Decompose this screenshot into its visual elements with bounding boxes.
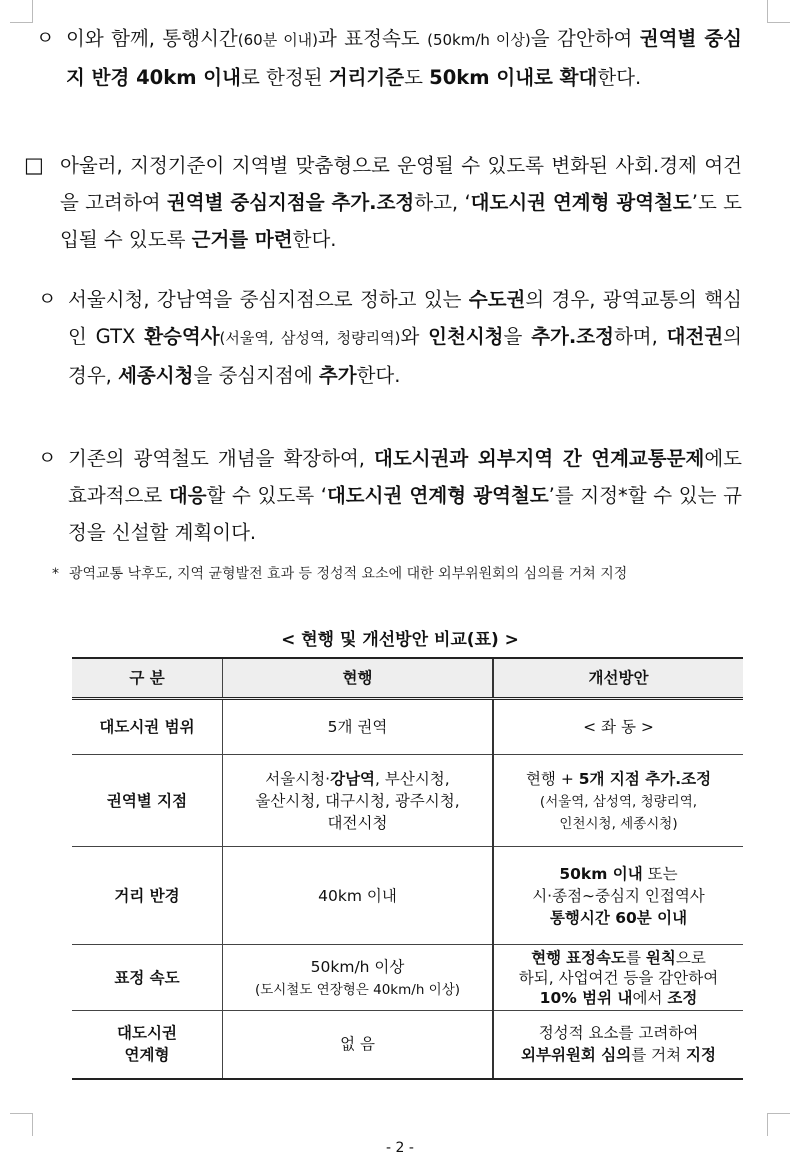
cell-current: 40km 이내 bbox=[223, 847, 494, 945]
footnote bbox=[52, 563, 627, 583]
crop-mark-top-left bbox=[10, 0, 33, 23]
sub-bullet-2: ㅇ bbox=[38, 288, 57, 310]
row-label: 거리 반경 bbox=[72, 847, 223, 945]
cell-current: 50km/h 이상 (도시철도 연장형은 40km/h 이상) bbox=[223, 945, 494, 1011]
table-title: < 현행 및 개선방안 비교(표) > bbox=[281, 630, 519, 650]
cell-current: 없 음 bbox=[223, 1011, 494, 1079]
sub-bullet-3: ㅇ bbox=[38, 447, 57, 469]
table-header-row bbox=[72, 658, 743, 699]
footnote-text: 광역교통 낙후도, 지역 균형발전 효과 등 정성적 요소에 대한 외부위원회의 심의를 거쳐 지정 bbox=[69, 566, 628, 582]
row-label: 대도시권 연계형 bbox=[72, 1011, 223, 1079]
header-category: 구 분 bbox=[72, 658, 223, 699]
cell-improved: 정성적 요소를 고려하여 외부위원회 심의를 거쳐 지정 bbox=[493, 1011, 743, 1079]
paragraph-4: 기존의 광역철도 개념을 확장하여, 대도시권과 외부지역 간 연계교통문제에도 효과적으로 대응할 수 있도록 ‘대도시권 연계형 광역철도’를 지정*할 수 있는 규정을 신설할 계획이다. bbox=[68, 447, 742, 544]
page-number: - 2 - bbox=[386, 1140, 414, 1156]
comparison-table bbox=[72, 657, 743, 1080]
crop-mark-top-right bbox=[767, 0, 790, 23]
cell-improved: 현행 + 5개 지점 추가.조정 (서울역, 삼성역, 청량리역, 인천시청, 세종시청) bbox=[493, 755, 743, 847]
cell-improved: 현행 표정속도를 원칙으로 하되, 사업여건 등을 감안하여 10% 범위 내에서 조정 bbox=[493, 945, 743, 1011]
header-current: 현행 bbox=[223, 658, 494, 699]
main-bullet-box: □ bbox=[24, 153, 44, 177]
paragraph-3: 서울시청, 강남역을 중심지점으로 정하고 있는 수도권의 경우, 광역교통의 핵심인 GTX 환승역사(서울역, 삼성역, 청량리역)와 인천시청을 추가.조정하며, 대전권의 경우, 세종시청을 중심지점에 추가한다. bbox=[68, 288, 743, 387]
table-row bbox=[72, 1011, 743, 1079]
sub-bullet-1: ㅇ bbox=[36, 27, 55, 49]
table-row bbox=[72, 755, 743, 847]
row-label: 표정 속도 bbox=[72, 945, 223, 1011]
cell-improved: 50km 이내 또는 시·종점∼중심지 인접역사 통행시간 60분 이내 bbox=[493, 847, 743, 945]
cell-current: 5개 권역 bbox=[223, 699, 494, 755]
paragraph-2: 아울러, 지정기준이 지역별 맞춤형으로 운영될 수 있도록 변화된 사회.경제 여건을 고려하여 권역별 중심지점을 추가.조정하고, ‘대도시권 연계형 광역철도’도 도입될 수 있도록 근거를 마련한다. bbox=[60, 154, 742, 251]
crop-mark-bottom-right bbox=[767, 1113, 790, 1136]
table-row bbox=[72, 847, 743, 945]
row-label: 권역별 지점 bbox=[72, 755, 223, 847]
crop-mark-bottom-left bbox=[10, 1113, 33, 1136]
footnote-marker: * bbox=[52, 566, 59, 582]
table-row bbox=[72, 699, 743, 755]
paragraph-1: 이와 함께, 통행시간(60분 이내)과 표정속도 (50km/h 이상)을 감안하여 권역별 중심지 반경 40km 이내로 한정된 거리기준도 50km 이내로 확대한다. bbox=[66, 27, 743, 89]
cell-improved: < 좌 동 > bbox=[493, 699, 743, 755]
row-label: 대도시권 범위 bbox=[72, 699, 223, 755]
cell-current: 서울시청·강남역, 부산시청, 울산시청, 대구시청, 광주시청, 대전시청 bbox=[223, 755, 494, 847]
table-row bbox=[72, 945, 743, 1011]
header-improved: 개선방안 bbox=[493, 658, 743, 699]
